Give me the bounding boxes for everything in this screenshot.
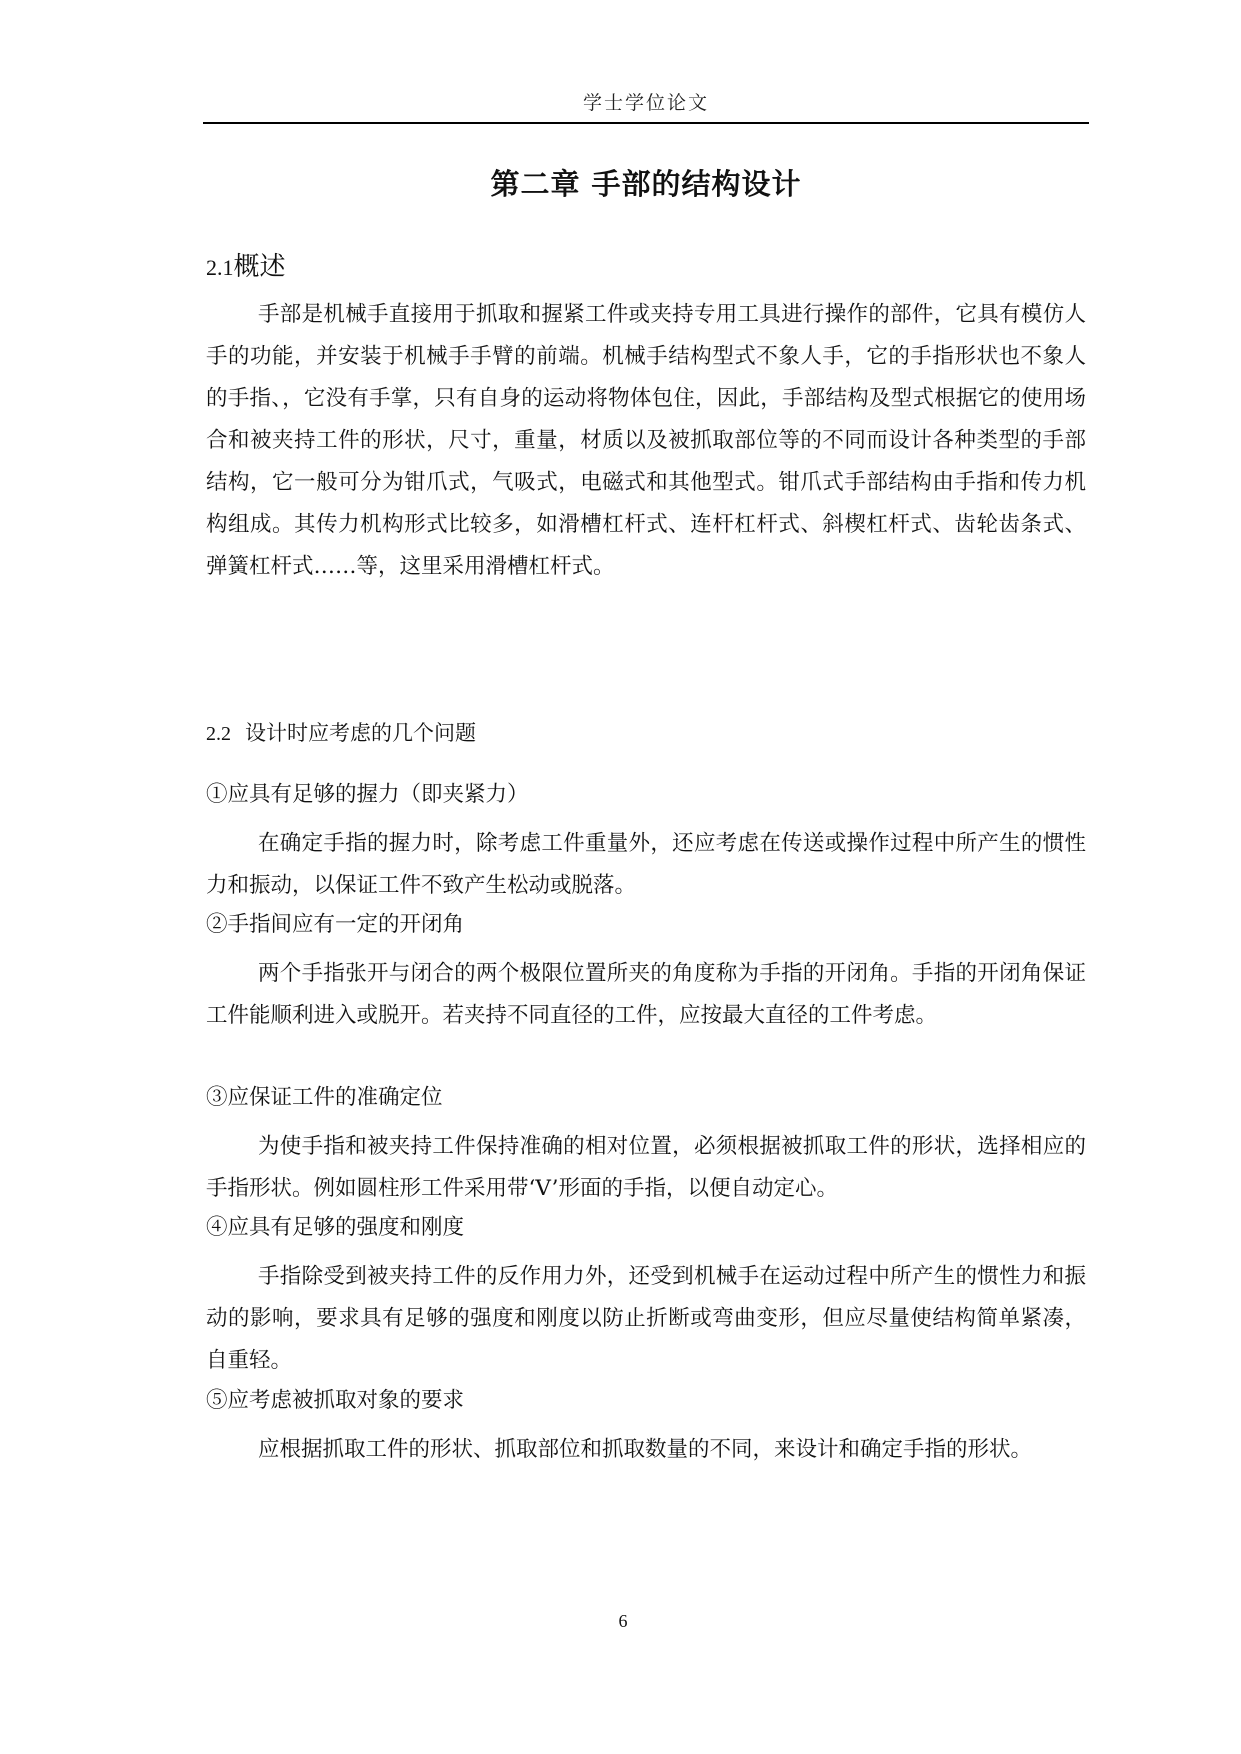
- requirement-title-5: ⑤应考虑被抓取对象的要求: [206, 1388, 465, 1413]
- requirement-title-1: ①应具有足够的握力（即夹紧力）: [206, 782, 529, 807]
- section-number: 2.1: [206, 255, 234, 280]
- header-rule: [203, 122, 1089, 124]
- requirement-title-3: ③应保证工件的准确定位: [206, 1085, 443, 1110]
- chapter-title: 第二章 手部的结构设计: [490, 167, 802, 201]
- requirement-title-2: ②手指间应有一定的开闭角: [206, 912, 465, 937]
- requirement-text-4: 手指除受到被夹持工件的反作用力外，还受到机械手在运动过程中所产生的惯性力和振动的影响，要求具有足够的强度和刚度以防止折断或弯曲变形，但应尽量使结构简单紧凑，自重轻。: [206, 1264, 1086, 1373]
- requirement-text-2: 两个手指张开与闭合的两个极限位置所夹的角度称为手指的开闭角。手指的开闭角保证工件能顺利进入或脱开。若夹持不同直径的工件，应按最大直径的工件考虑。: [206, 961, 1086, 1028]
- section-heading-2-2: [206, 717, 476, 747]
- section-title: 设计时应考虑的几个问题: [245, 721, 476, 745]
- section-number: 2.2: [206, 723, 231, 745]
- requirement-title-4: ④应具有足够的强度和刚度: [206, 1215, 465, 1240]
- section-title: 概述: [233, 252, 286, 282]
- requirement-text-3: 为使手指和被夹持工件保持准确的相对位置，必须根据被抓取工件的形状，选择相应的手指形状。例如圆柱形工件采用带‘V’形面的手指，以便自动定心。: [206, 1134, 1086, 1201]
- requirement-text-1: 在确定手指的握力时，除考虑工件重量外，还应考虑在传送或操作过程中所产生的惯性力和振动，以保证工件不致产生松动或脱落。: [206, 831, 1086, 898]
- running-header: 学士学位论文: [582, 92, 709, 114]
- overview-paragraph: 手部是机械手直接用于抓取和握紧工件或夹持专用工具进行操作的部件，它具有模仿人手的功能，并安装于机械手手臂的前端。机械手结构型式不象人手，它的手指形状也不象人的手指、，它没有手掌，只有自身的运动将物体包住，因此，手部结构及型式根据它的使用场合和被夹持工件的形状，尺寸，重量，材质以及被抓取部位等的不同而设计各种类型的手部结构，它一般可分为钳爪式，气吸式，电磁式和其他型式。钳爪式手部结构由手指和传力机构组成。其传力机构形式比较多，如滑槽杠杆式、连杆杠杆式、斜楔杠杆式、齿轮齿条式、弹簧杠杆式……等，这里采用滑槽杠杆式。: [206, 302, 1086, 579]
- section-heading-2-1: [206, 246, 286, 283]
- page-number: 6: [618, 1611, 628, 1631]
- requirement-text-5: 应根据抓取工件的形状、抓取部位和抓取数量的不同，来设计和确定手指的形状。: [258, 1437, 1033, 1462]
